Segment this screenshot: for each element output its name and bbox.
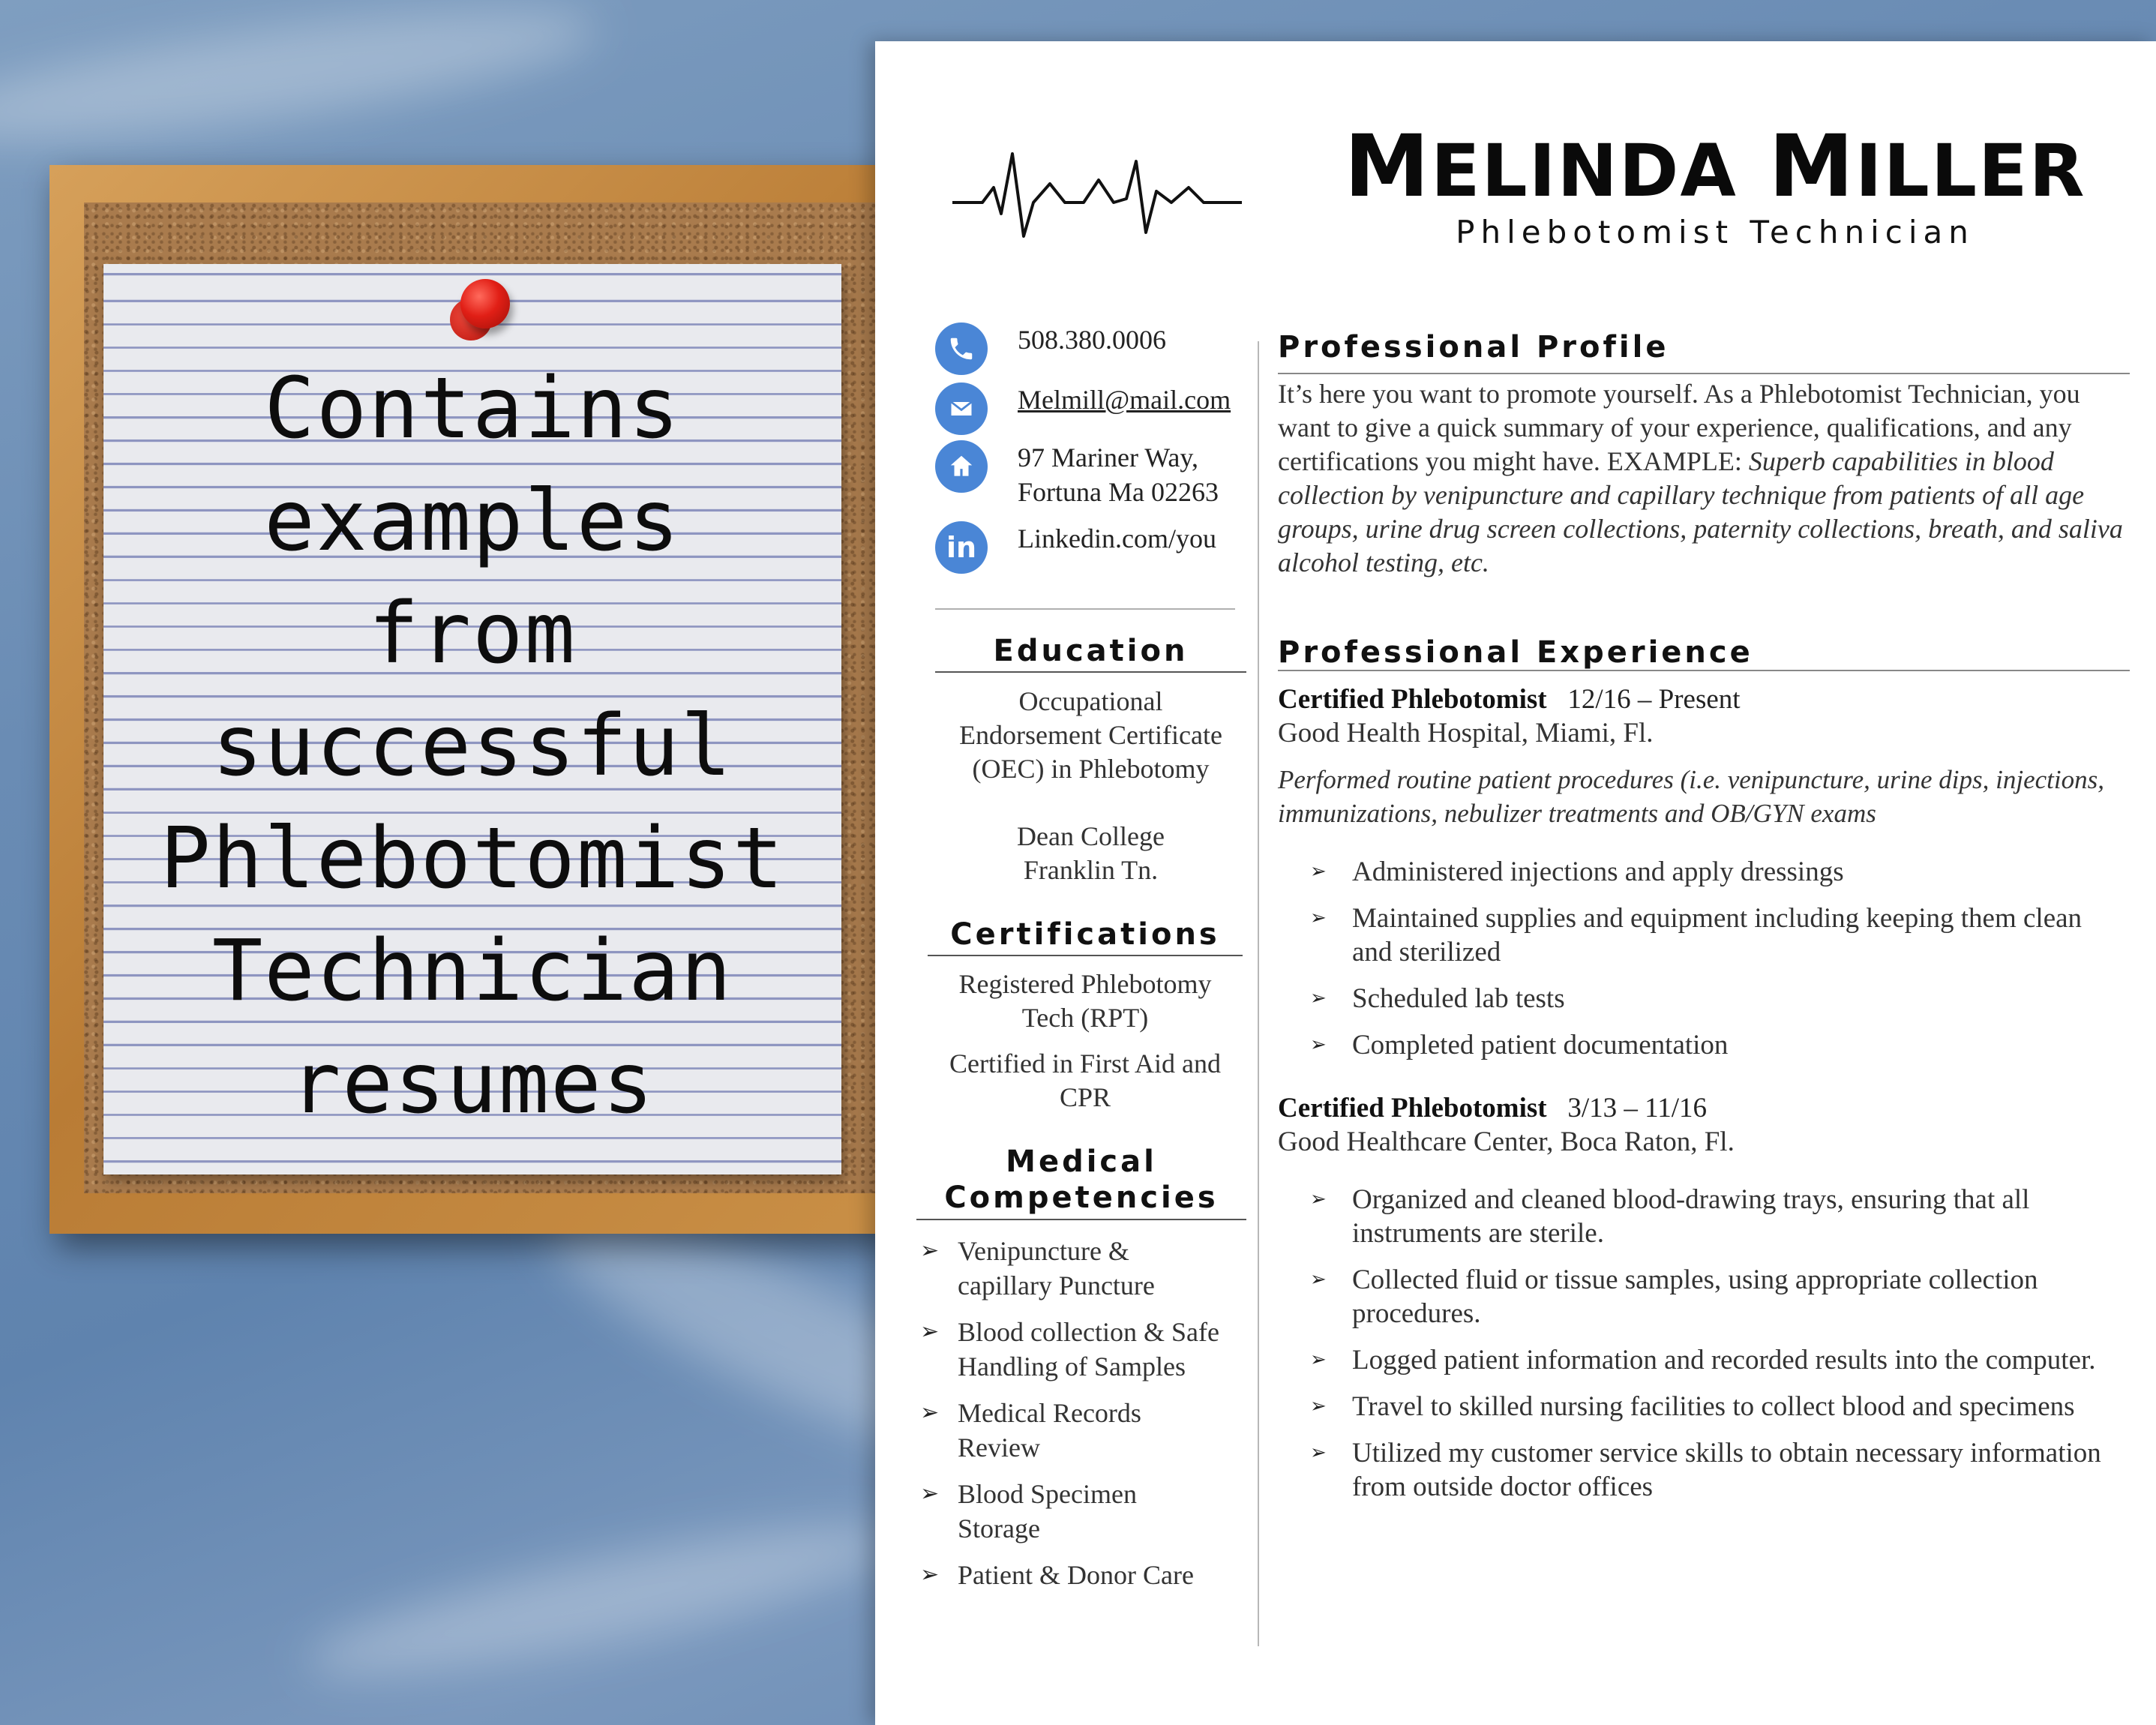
address-line: 97 Mariner Way,	[1018, 442, 1199, 472]
bullet-text: Completed patient documentation	[1352, 1030, 1729, 1060]
arrow-bullet-icon: ➢	[920, 1400, 940, 1426]
job-title: Certified Phlebotomist	[1278, 684, 1547, 715]
job-description: Performed routine patient procedures (i.e. venipuncture, urine dips, injections, immunizations, nebulizer treatments and OB/GYN exams	[1278, 765, 2104, 828]
contact-divider	[935, 608, 1235, 610]
push-pin-head	[460, 279, 510, 328]
competencies-heading-line: Medical	[1006, 1144, 1157, 1179]
school-location: Franklin Tn.	[1023, 855, 1159, 885]
profile-summary	[1278, 377, 2130, 580]
arrow-bullet-icon: ➢	[920, 1480, 940, 1507]
email-link[interactable]: Melmill@mail.com	[1018, 385, 1231, 415]
list-item	[1310, 982, 2120, 1016]
competency-line: Patient & Donor Care	[958, 1560, 1194, 1590]
note-line: Contains	[264, 360, 681, 458]
linkedin-icon: in	[935, 521, 988, 574]
note-line: examples	[264, 472, 681, 570]
job-title-row	[1278, 1091, 1707, 1126]
arrow-bullet-icon: ➢	[1310, 1442, 1327, 1464]
bullet-text: Organized and cleaned blood-drawing trays, ensuring that all instruments are sterile.	[1352, 1184, 2030, 1249]
job-bullets	[1310, 1183, 2120, 1516]
note-text	[103, 352, 841, 1140]
experience-rule	[1278, 670, 2130, 671]
degree-line: Occupational	[1018, 686, 1163, 716]
competency-line: capillary Puncture	[958, 1270, 1155, 1300]
contact-linkedin	[935, 521, 1216, 574]
competencies-rule	[916, 1219, 1246, 1220]
list-item	[920, 1558, 1235, 1592]
arrow-bullet-icon: ➢	[1310, 907, 1327, 929]
profile-heading: Professional Profile	[1278, 330, 1669, 364]
name-first-rest: ELINDA	[1430, 129, 1738, 213]
home-icon	[935, 440, 988, 493]
education-details	[935, 685, 1246, 887]
note-line: successful	[211, 698, 733, 795]
competency-line: Review	[958, 1432, 1040, 1462]
school-name: Dean College	[1017, 821, 1165, 851]
bullet-text: Administered injections and apply dressings	[1352, 856, 1844, 887]
education-rule	[935, 671, 1246, 673]
mail-icon	[935, 382, 988, 435]
job-bullets	[1310, 855, 2120, 1075]
competency-line: Medical Records	[958, 1398, 1141, 1428]
certification-line: Registered Phlebotomy	[958, 969, 1212, 999]
certification-line: CPR	[1059, 1082, 1111, 1112]
certifications-list	[928, 968, 1243, 1114]
competency-line: Blood Specimen	[958, 1479, 1137, 1509]
arrow-bullet-icon: ➢	[1310, 1395, 1327, 1418]
degree-line: (OEC) in Phlebotomy	[972, 754, 1210, 784]
sky-cloud	[0, 0, 603, 166]
list-item	[1310, 1390, 2120, 1424]
list-item	[1310, 1028, 2120, 1062]
list-item	[1310, 1436, 2120, 1504]
arrow-bullet-icon: ➢	[920, 1238, 940, 1264]
list-item	[920, 1234, 1235, 1303]
resume-title: Phlebotomist Technician	[1456, 214, 1975, 250]
list-item	[920, 1315, 1235, 1384]
job-title: Certified Phlebotomist	[1278, 1093, 1547, 1124]
profile-rule	[1278, 373, 2130, 374]
degree-line: Endorsement Certificate	[959, 720, 1222, 750]
list-item	[1310, 1183, 2120, 1250]
note-line: resumes	[289, 1035, 655, 1132]
name-last-rest: ILLER	[1855, 129, 2086, 213]
name-initial: M	[1768, 116, 1855, 216]
competency-line: Storage	[958, 1514, 1040, 1544]
arrow-bullet-icon: ➢	[1310, 860, 1327, 883]
sky-cloud	[298, 1498, 901, 1704]
certification-line: Certified in First Aid and	[949, 1048, 1221, 1078]
arrow-bullet-icon: ➢	[1310, 1034, 1327, 1056]
certification-item	[928, 968, 1243, 1035]
list-item	[920, 1477, 1235, 1546]
education-heading: Education	[993, 634, 1189, 668]
competency-line: Venipuncture &	[958, 1236, 1129, 1266]
profile-example: Superb capabilities in blood collection by venipuncture and capillary technique from patients of all age groups, urine drug screen collections, paternity collections, breath, and saliva alcohol testing, etc.	[1278, 446, 2123, 578]
bullet-text: Maintained supplies and equipment including keeping them clean and sterilized	[1352, 903, 2083, 968]
arrow-bullet-icon: ➢	[920, 1562, 940, 1588]
list-item	[1310, 902, 2120, 969]
bullet-text: Collected fluid or tissue samples, using appropriate collection procedures.	[1352, 1264, 2038, 1329]
competency-line: Blood collection & Safe	[958, 1317, 1219, 1347]
contact-email	[935, 382, 1231, 435]
list-item	[1310, 855, 2120, 889]
certifications-rule	[928, 955, 1243, 956]
job-employer: Good Health Hospital, Miami, Fl.	[1278, 718, 1654, 748]
bullet-text: Logged patient information and recorded results into the computer.	[1352, 1345, 2096, 1376]
heartbeat-icon	[952, 146, 1242, 244]
experience-heading: Professional Experience	[1278, 635, 1753, 670]
column-divider	[1258, 341, 1259, 1646]
linkedin-url[interactable]: Linkedin.com/you	[1018, 524, 1216, 554]
address	[1018, 440, 1219, 509]
competencies-heading-line: Competencies	[944, 1180, 1219, 1215]
contact-phone	[935, 322, 1166, 375]
list-item	[1310, 1343, 2120, 1377]
phone-number: 508.380.0006	[1018, 325, 1166, 355]
note-line: from	[368, 585, 577, 682]
certification-item	[928, 1047, 1243, 1114]
competencies-list	[920, 1234, 1235, 1604]
list-item	[920, 1396, 1235, 1465]
resume-page	[875, 41, 2156, 1725]
contact-address	[935, 440, 1219, 509]
certification-line: Tech (RPT)	[1021, 1003, 1149, 1033]
list-item	[1310, 1263, 2120, 1330]
note-line: Technician	[211, 922, 733, 1020]
bullet-text: Travel to skilled nursing facilities to collect blood and specimens	[1352, 1391, 2075, 1422]
bullet-text: Scheduled lab tests	[1352, 983, 1565, 1014]
profile-intro: It’s here you want to promote yourself. As a Phlebotomist Technician, you want to give a quick summary of your experience, qualifications, and any certifications you might have. EXAMPLE:	[1278, 379, 2080, 476]
competencies-heading	[916, 1144, 1246, 1216]
certifications-heading: Certifications	[950, 917, 1220, 952]
name-initial: M	[1344, 116, 1431, 216]
phone-icon	[935, 322, 988, 375]
arrow-bullet-icon: ➢	[1310, 1348, 1327, 1371]
note-line: Phlebotomist	[160, 810, 785, 908]
resume-name	[1325, 116, 2105, 216]
job-dates: 3/13 – 11/16	[1567, 1093, 1708, 1124]
job-dates: 12/16 – Present	[1567, 684, 1741, 715]
arrow-bullet-icon: ➢	[1310, 1268, 1327, 1291]
competency-line: Handling of Samples	[958, 1352, 1186, 1382]
job-title-row	[1278, 682, 1741, 717]
bullet-text: Utilized my customer service skills to obtain necessary information from outside doctor offices	[1352, 1438, 2101, 1502]
arrow-bullet-icon: ➢	[920, 1318, 940, 1345]
job-employer: Good Healthcare Center, Boca Raton, Fl.	[1278, 1126, 1735, 1157]
address-line: Fortuna Ma 02263	[1018, 477, 1219, 507]
arrow-bullet-icon: ➢	[1310, 1188, 1327, 1210]
arrow-bullet-icon: ➢	[1310, 987, 1327, 1010]
